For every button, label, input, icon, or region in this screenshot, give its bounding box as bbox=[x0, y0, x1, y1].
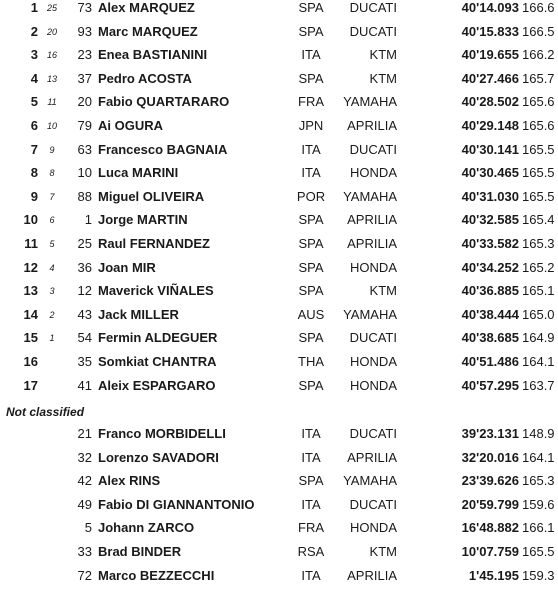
result-row bbox=[0, 21, 558, 43]
manufacturer-cell: DUCATI bbox=[349, 23, 397, 39]
grid-position-cell: 9 bbox=[49, 144, 55, 155]
grid-position-cell: 6 bbox=[49, 215, 55, 226]
rider-number-cell: 23 bbox=[77, 47, 92, 63]
race-time-cell: 40'30.141 bbox=[461, 141, 519, 157]
position-cell: 4 bbox=[30, 70, 38, 86]
rider-last-name: VIÑALES bbox=[157, 283, 214, 299]
result-row bbox=[0, 0, 558, 19]
nationality-cell: SPA bbox=[298, 377, 324, 393]
manufacturer-cell: KTM bbox=[369, 70, 397, 86]
rider-last-name: MIR bbox=[131, 259, 156, 275]
result-row bbox=[0, 186, 558, 208]
rider-first-name: Lorenzo bbox=[98, 449, 149, 465]
position-cell: 13 bbox=[23, 283, 38, 299]
rider-first-name: Marc bbox=[98, 23, 129, 39]
manufacturer-cell: DUCATI bbox=[349, 0, 397, 15]
rider-last-name: OLIVEIRA bbox=[142, 188, 205, 204]
manufacturer-cell: YAMAHA bbox=[343, 306, 397, 322]
race-time-cell: 10'07.759 bbox=[461, 544, 519, 559]
rider-last-name: ZARCO bbox=[147, 520, 195, 536]
race-time-cell: 40'27.466 bbox=[461, 70, 519, 86]
manufacturer-cell: DUCATI bbox=[349, 496, 397, 512]
rider-number-cell: 72 bbox=[77, 567, 92, 583]
position-cell: 2 bbox=[30, 23, 38, 39]
rider-name-cell bbox=[98, 447, 294, 469]
rider-name-cell bbox=[98, 565, 294, 587]
rider-number-cell: 20 bbox=[77, 94, 92, 110]
rider-last-name: ACOSTA bbox=[137, 70, 192, 86]
average-speed-cell: 166.5 bbox=[522, 23, 555, 39]
rider-first-name: Fermin bbox=[98, 330, 142, 346]
average-speed-cell: 166.1 bbox=[522, 520, 555, 536]
rider-first-name: Marco bbox=[98, 567, 137, 583]
race-time-cell: 40'34.252 bbox=[461, 259, 519, 275]
position-cell: 1 bbox=[30, 0, 38, 15]
result-row bbox=[0, 257, 558, 279]
rider-last-name: DI GIANNANTONIO bbox=[136, 496, 255, 512]
rider-number-cell: 21 bbox=[77, 426, 92, 441]
average-speed-cell: 159.6 bbox=[522, 496, 555, 512]
rider-number-cell: 73 bbox=[77, 0, 92, 15]
rider-first-name: Miguel bbox=[98, 188, 140, 204]
rider-number-cell: 12 bbox=[77, 283, 92, 299]
nationality-cell: SPA bbox=[298, 330, 324, 346]
manufacturer-cell: DUCATI bbox=[349, 141, 397, 157]
race-time-cell: 40'38.444 bbox=[461, 306, 519, 322]
result-row bbox=[0, 447, 558, 469]
average-speed-cell: 163.7 bbox=[522, 377, 555, 393]
rider-name-cell bbox=[98, 375, 294, 397]
nationality-cell: SPA bbox=[298, 473, 324, 489]
result-row bbox=[0, 91, 558, 113]
average-speed-cell: 164.9 bbox=[522, 330, 555, 346]
grid-position-cell: 20 bbox=[46, 26, 57, 37]
race-time-cell: 40'28.502 bbox=[461, 94, 519, 110]
rider-number-cell: 42 bbox=[77, 473, 92, 489]
average-speed-cell: 165.5 bbox=[522, 188, 555, 204]
rider-last-name: QUARTARARO bbox=[136, 94, 230, 110]
rider-first-name: Franco bbox=[98, 426, 142, 441]
rider-last-name: MARQUEZ bbox=[131, 23, 198, 39]
rider-first-name: Aleix bbox=[98, 377, 130, 393]
rider-name-cell bbox=[98, 351, 294, 373]
rider-name-cell bbox=[98, 44, 294, 66]
result-row bbox=[0, 139, 558, 161]
grid-position-cell: 4 bbox=[49, 262, 55, 273]
rider-number-cell: 43 bbox=[77, 306, 92, 322]
rider-first-name: Francesco bbox=[98, 141, 164, 157]
rider-last-name: MORBIDELLI bbox=[144, 426, 226, 441]
rider-first-name: Maverick bbox=[98, 283, 154, 299]
average-speed-cell: 165.5 bbox=[522, 544, 555, 559]
rider-number-cell: 54 bbox=[77, 330, 92, 346]
position-cell: 17 bbox=[23, 377, 38, 393]
rider-first-name: Enea bbox=[98, 47, 130, 63]
average-speed-cell: 165.5 bbox=[522, 141, 555, 157]
average-speed-cell: 165.7 bbox=[522, 70, 555, 86]
manufacturer-cell: APRILIA bbox=[347, 236, 397, 251]
rider-last-name: BAGNAIA bbox=[166, 141, 228, 157]
nationality-cell: SPA bbox=[298, 0, 324, 15]
rider-last-name: FERNANDEZ bbox=[129, 236, 210, 251]
manufacturer-cell: KTM bbox=[369, 47, 397, 63]
manufacturer-cell: YAMAHA bbox=[343, 94, 397, 110]
result-row bbox=[0, 233, 558, 255]
manufacturer-cell: APRILIA bbox=[347, 567, 397, 583]
grid-position-cell: 2 bbox=[49, 309, 55, 320]
nationality-cell: SPA bbox=[298, 212, 324, 228]
manufacturer-cell: HONDA bbox=[350, 165, 397, 181]
rider-name-cell bbox=[98, 0, 294, 19]
rider-first-name: Johann bbox=[98, 520, 145, 536]
average-speed-cell: 159.3 bbox=[522, 567, 555, 583]
race-time-cell: 16'48.882 bbox=[461, 520, 519, 536]
rider-number-cell: 79 bbox=[77, 118, 92, 133]
rider-number-cell: 10 bbox=[77, 165, 92, 181]
rider-last-name: ALDEGUER bbox=[144, 330, 218, 346]
rider-number-cell: 25 bbox=[77, 236, 92, 251]
nationality-cell: FRA bbox=[298, 520, 324, 536]
nationality-cell: SPA bbox=[298, 259, 324, 275]
grid-position-cell: 25 bbox=[46, 3, 57, 13]
rider-name-cell bbox=[98, 327, 294, 349]
manufacturer-cell: APRILIA bbox=[347, 118, 397, 133]
rider-number-cell: 36 bbox=[77, 259, 92, 275]
manufacturer-cell: APRILIA bbox=[347, 449, 397, 465]
rider-number-cell: 1 bbox=[84, 212, 92, 228]
race-time-cell: 40'19.655 bbox=[461, 47, 519, 63]
grid-position-cell: 3 bbox=[49, 286, 55, 297]
rider-last-name: BASTIANINI bbox=[132, 47, 208, 63]
grid-position-cell: 13 bbox=[46, 73, 57, 84]
rider-last-name: MARTIN bbox=[137, 212, 188, 228]
result-row bbox=[0, 162, 558, 184]
grid-position-cell: 10 bbox=[46, 121, 57, 131]
average-speed-cell: 164.1 bbox=[522, 354, 555, 369]
nationality-cell: ITA bbox=[301, 426, 321, 441]
nationality-cell: ITA bbox=[301, 496, 321, 512]
nationality-cell: ITA bbox=[301, 449, 321, 465]
result-row bbox=[0, 565, 558, 587]
rider-last-name: CHANTRA bbox=[152, 354, 217, 369]
rider-last-name: MILLER bbox=[130, 306, 179, 322]
nationality-cell: ITA bbox=[301, 567, 321, 583]
position-cell: 11 bbox=[24, 236, 38, 251]
grid-position-cell: 1 bbox=[49, 333, 55, 344]
result-row bbox=[0, 209, 558, 231]
rider-first-name: Jack bbox=[98, 306, 127, 322]
position-cell: 6 bbox=[30, 118, 38, 133]
manufacturer-cell: DUCATI bbox=[349, 330, 397, 346]
rider-last-name: MARQUEZ bbox=[129, 0, 195, 15]
position-cell: 14 bbox=[23, 306, 38, 322]
result-row bbox=[0, 44, 558, 66]
manufacturer-cell: YAMAHA bbox=[343, 188, 397, 204]
nationality-cell: THA bbox=[298, 354, 324, 369]
rider-first-name: Somkiat bbox=[98, 354, 149, 369]
grid-position-cell: 8 bbox=[49, 168, 55, 179]
rider-name-cell bbox=[98, 186, 294, 208]
position-cell: 5 bbox=[30, 94, 38, 110]
manufacturer-cell: DUCATI bbox=[349, 426, 397, 441]
grid-position-cell: 16 bbox=[46, 50, 57, 61]
rider-name-cell bbox=[98, 21, 294, 43]
rider-number-cell: 32 bbox=[77, 449, 92, 465]
nationality-cell: JPN bbox=[298, 118, 324, 133]
average-speed-cell: 165.3 bbox=[522, 236, 555, 251]
rider-first-name: Raul bbox=[98, 236, 127, 251]
race-time-cell: 23'39.626 bbox=[461, 473, 519, 489]
race-time-cell: 40'15.833 bbox=[461, 23, 519, 39]
race-time-cell: 40'31.030 bbox=[461, 188, 519, 204]
race-time-cell: 40'38.685 bbox=[461, 330, 519, 346]
nationality-cell: ITA bbox=[301, 165, 321, 181]
rider-first-name: Brad bbox=[98, 544, 128, 559]
rider-last-name: SAVADORI bbox=[152, 449, 219, 465]
average-speed-cell: 165.2 bbox=[522, 259, 555, 275]
result-row bbox=[0, 68, 558, 90]
rider-first-name: Luca bbox=[98, 165, 129, 181]
average-speed-cell: 166.2 bbox=[522, 47, 555, 63]
nationality-cell: ITA bbox=[301, 141, 321, 157]
rider-name-cell bbox=[98, 233, 294, 255]
rider-name-cell bbox=[98, 494, 294, 516]
rider-last-name: MARINI bbox=[131, 165, 179, 181]
position-cell: 16 bbox=[23, 354, 38, 369]
result-row bbox=[0, 351, 558, 373]
rider-first-name: Ai bbox=[98, 118, 111, 133]
rider-number-cell: 93 bbox=[77, 23, 92, 39]
result-row bbox=[0, 115, 558, 137]
race-time-cell: 40'36.885 bbox=[461, 283, 519, 299]
result-row bbox=[0, 423, 558, 445]
average-speed-cell: 165.5 bbox=[522, 165, 555, 181]
not-classified-heading: Not classified bbox=[6, 405, 85, 419]
rider-number-cell: 37 bbox=[77, 70, 92, 86]
rider-number-cell: 5 bbox=[84, 520, 92, 536]
result-row bbox=[0, 280, 558, 302]
race-time-cell: 40'32.585 bbox=[461, 212, 519, 228]
rider-name-cell bbox=[98, 91, 294, 113]
manufacturer-cell: APRILIA bbox=[347, 212, 397, 228]
nationality-cell: SPA bbox=[298, 70, 324, 86]
rider-name-cell bbox=[98, 423, 294, 445]
rider-first-name: Alex bbox=[98, 0, 126, 15]
nationality-cell: SPA bbox=[298, 23, 324, 39]
manufacturer-cell: HONDA bbox=[350, 520, 397, 536]
race-time-cell: 40'51.486 bbox=[461, 354, 519, 369]
average-speed-cell: 166.6 bbox=[522, 0, 555, 15]
grid-position-cell: 5 bbox=[49, 239, 55, 249]
manufacturer-cell: HONDA bbox=[350, 354, 397, 369]
result-row bbox=[0, 304, 558, 326]
rider-first-name: Alex bbox=[98, 473, 126, 489]
race-time-cell: 40'57.295 bbox=[461, 377, 519, 393]
grid-position-cell: 11 bbox=[47, 97, 57, 108]
rider-name-cell bbox=[98, 162, 294, 184]
average-speed-cell: 165.6 bbox=[522, 118, 555, 133]
race-time-cell: 40'29.148 bbox=[461, 118, 519, 133]
result-row bbox=[0, 494, 558, 516]
nationality-cell: FRA bbox=[298, 94, 324, 110]
nationality-cell: AUS bbox=[297, 306, 325, 322]
rider-first-name: Pedro bbox=[98, 70, 135, 86]
rider-first-name: Joan bbox=[98, 259, 129, 275]
manufacturer-cell: KTM bbox=[369, 544, 397, 559]
nationality-cell: SPA bbox=[298, 236, 324, 251]
rider-number-cell: 35 bbox=[77, 354, 92, 369]
rider-name-cell bbox=[98, 257, 294, 279]
result-row bbox=[0, 375, 558, 397]
position-cell: 8 bbox=[30, 165, 38, 181]
rider-number-cell: 88 bbox=[77, 188, 92, 204]
average-speed-cell: 165.4 bbox=[522, 212, 555, 228]
nationality-cell: SPA bbox=[298, 283, 324, 299]
rider-name-cell bbox=[98, 517, 294, 539]
rider-number-cell: 63 bbox=[77, 141, 92, 157]
race-time-cell: 40'30.465 bbox=[461, 165, 519, 181]
rider-name-cell bbox=[98, 541, 294, 563]
rider-last-name: ESPARGARO bbox=[132, 377, 216, 393]
rider-number-cell: 33 bbox=[77, 544, 92, 559]
position-cell: 9 bbox=[30, 188, 38, 204]
rider-name-cell bbox=[98, 470, 294, 492]
rider-name-cell bbox=[98, 115, 294, 137]
result-row bbox=[0, 517, 558, 539]
rider-name-cell bbox=[98, 280, 294, 302]
race-time-cell: 40'33.582 bbox=[461, 236, 519, 251]
manufacturer-cell: YAMAHA bbox=[343, 473, 397, 489]
result-row bbox=[0, 541, 558, 563]
rider-last-name: RINS bbox=[129, 473, 161, 489]
race-time-cell: 40'14.093 bbox=[461, 0, 519, 15]
average-speed-cell: 165.6 bbox=[522, 94, 555, 110]
nationality-cell: RSA bbox=[297, 544, 325, 559]
result-row bbox=[0, 327, 558, 349]
position-cell: 7 bbox=[30, 141, 38, 157]
nationality-cell: POR bbox=[296, 188, 326, 204]
rider-first-name: Fabio bbox=[98, 496, 133, 512]
average-speed-cell: 165.0 bbox=[522, 306, 555, 322]
manufacturer-cell: HONDA bbox=[350, 259, 397, 275]
average-speed-cell: 164.1 bbox=[522, 449, 555, 465]
rider-name-cell bbox=[98, 139, 294, 161]
rider-first-name: Fabio bbox=[98, 94, 133, 110]
race-time-cell: 39'23.131 bbox=[461, 426, 519, 441]
rider-last-name: BEZZECCHI bbox=[139, 567, 215, 583]
race-time-cell: 1'45.195 bbox=[468, 567, 519, 583]
position-cell: 12 bbox=[23, 259, 38, 275]
rider-name-cell bbox=[98, 209, 294, 231]
manufacturer-cell: HONDA bbox=[350, 377, 397, 393]
rider-first-name: Jorge bbox=[98, 212, 134, 228]
race-time-cell: 32'20.016 bbox=[461, 449, 519, 465]
manufacturer-cell: KTM bbox=[369, 283, 397, 299]
position-cell: 3 bbox=[30, 47, 38, 63]
nationality-cell: ITA bbox=[301, 47, 321, 63]
rider-last-name: BINDER bbox=[131, 544, 182, 559]
position-cell: 15 bbox=[23, 330, 38, 346]
average-speed-cell: 148.9 bbox=[522, 426, 555, 441]
result-row bbox=[0, 470, 558, 492]
grid-position-cell: 7 bbox=[49, 191, 55, 202]
rider-number-cell: 49 bbox=[77, 496, 92, 512]
position-cell: 10 bbox=[23, 212, 38, 228]
average-speed-cell: 165.1 bbox=[522, 283, 555, 299]
rider-name-cell bbox=[98, 304, 294, 326]
rider-last-name: OGURA bbox=[114, 118, 164, 133]
average-speed-cell: 165.3 bbox=[522, 473, 555, 489]
rider-number-cell: 41 bbox=[77, 377, 92, 393]
race-time-cell: 20'59.799 bbox=[461, 496, 519, 512]
rider-name-cell bbox=[98, 68, 294, 90]
